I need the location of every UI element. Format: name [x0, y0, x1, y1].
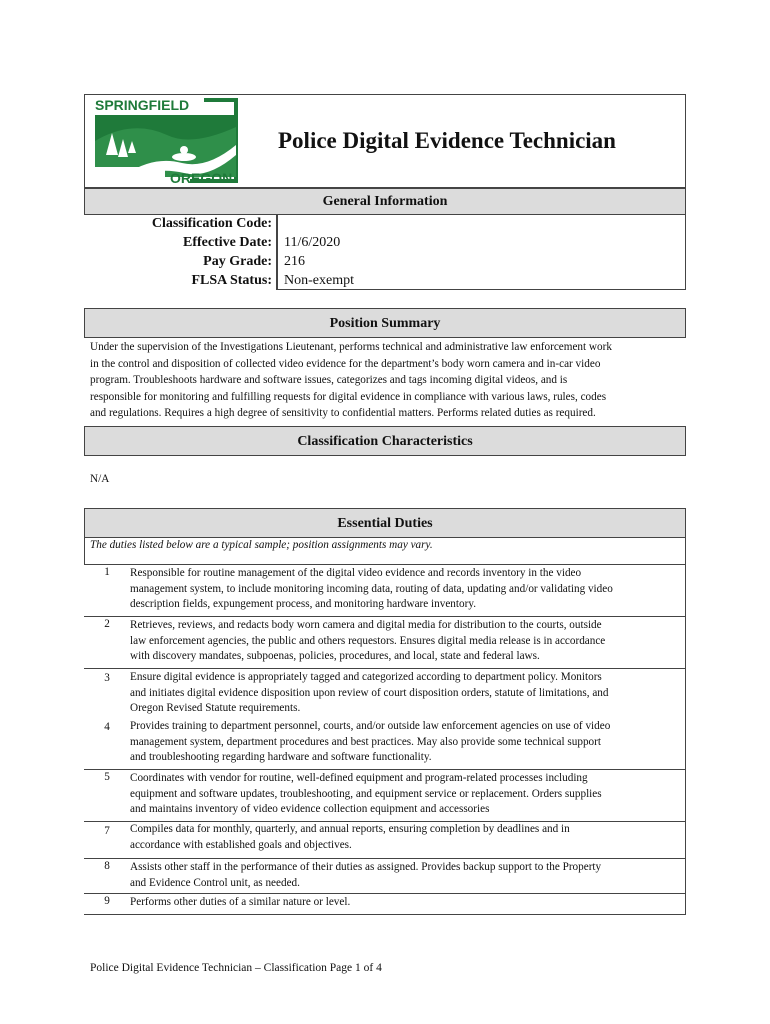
duty-line: law enforcement agencies, the public and others requestors. Ensures digital media release is in accordance [130, 634, 606, 647]
classification-characteristics-text: N/A [90, 473, 110, 485]
duty-row [84, 859, 686, 894]
duty-line: Compiles data for monthly, quarterly, and annual reports, ensuring completion by deadlines and in [130, 823, 570, 835]
duty-number: 7 [104, 825, 110, 837]
duty-line: Provides training to department personnel, courts, and/or outside law enforcement agencies on use of video [130, 720, 611, 732]
effective-date-label: Effective Date: [182, 235, 272, 250]
duty-line: and maintains inventory of video evidence collection equipment and accessories [130, 803, 490, 815]
pay-grade-label: Pay Grade: [203, 254, 272, 269]
duty-row [84, 669, 686, 719]
duty-line: and troubleshooting regarding hardware and software functionality. [130, 751, 432, 763]
duty-line: management system, department procedures and best practices. May also provide some technical support [130, 735, 601, 748]
duty-number: 5 [104, 771, 110, 783]
duty-text [130, 566, 678, 613]
duty-line: Performs other duties of a similar nature or level. [130, 896, 351, 908]
summary-line: Under the supervision of the Investigations Lieutenant, performs technical and administrative law enforcement work [90, 341, 612, 353]
duty-text [130, 860, 678, 891]
duty-text [130, 771, 678, 818]
duty-number: 3 [104, 672, 110, 684]
duty-text [130, 822, 678, 853]
svg-text:SPRINGFIELD: SPRINGFIELD [95, 97, 190, 113]
duty-line: with discovery mandates, subpoenas, policies, procedures, and local, state and federal laws. [130, 650, 540, 662]
duty-line: Coordinates with vendor for routine, well-defined equipment and program-related processes including [130, 772, 588, 784]
summary-line: in the control and disposition of collected video evidence for the department’s body worn camera and in-car video [90, 357, 601, 370]
flsa-status-label: FLSA Status: [191, 273, 272, 288]
general-information-divider [277, 215, 278, 289]
essential-duties-header [84, 508, 686, 538]
duty-line: and initiates digital evidence disposition upon review of court disposition orders, statute of limitations, and [130, 686, 609, 699]
general-information-header [84, 188, 686, 215]
position-summary-heading: Position Summary [329, 316, 441, 331]
duty-text [130, 670, 678, 717]
duty-number: 8 [104, 860, 110, 872]
page-footer: Police Digital Evidence Technician – Classification Page 1 of 4 [90, 962, 382, 974]
duty-line: Assists other staff in the performance of their duties as assigned. Provides backup support to the Property [130, 861, 602, 873]
classification-code-label: Classification Code: [151, 216, 272, 231]
duty-line: accordance with established goals and objectives. [130, 838, 352, 851]
springfield-oregon-logo [92, 97, 242, 185]
duty-line: Oregon Revised Statute requirements. [130, 702, 301, 714]
duty-number: 1 [104, 566, 110, 578]
pay-grade-value: 216 [284, 254, 305, 269]
duty-line: Ensure digital evidence is appropriately tagged and categorized according to department policy. Monitors [130, 671, 602, 683]
duties-note: The duties listed below are a typical sample; position assignments may vary. [90, 539, 433, 551]
duty-number: 4 [104, 721, 110, 733]
duty-line: description fields, expungement process, and monitoring hardware inventory. [130, 598, 476, 610]
classification-characteristics-header [84, 426, 686, 456]
duty-row [84, 565, 686, 617]
duty-row [84, 822, 686, 859]
document-title: Police Digital Evidence Technician [278, 128, 616, 153]
duty-line: Retrieves, reviews, and redacts body worn camera and digital media for distribution to the courts, outside [130, 619, 602, 631]
position-summary-text [90, 339, 680, 422]
duty-row [84, 894, 686, 915]
svg-text:OREGON: OREGON [170, 170, 233, 185]
duty-text [130, 618, 678, 665]
position-summary-header [84, 308, 686, 338]
summary-line: responsible for monitoring and fulfilling requests for digital evidence in compliance with various laws, rules, codes [90, 390, 607, 403]
duty-line: Responsible for routine management of the digital video evidence and records inventory in the video [130, 567, 582, 579]
effective-date-value: 11/6/2020 [284, 235, 341, 250]
duty-number: 2 [104, 618, 110, 630]
flsa-status-value: Non-exempt [284, 273, 354, 288]
duty-line: management system, to include monitoring incoming data, routing of data, updating and/or validating video [130, 582, 613, 595]
classification-characteristics-heading: Classification Characteristics [297, 434, 473, 449]
duty-line: and Evidence Control unit, as needed. [130, 876, 300, 889]
summary-line: program. Troubleshoots hardware and software issues, categorizes and tags incoming digital videos, and is [90, 374, 568, 386]
duty-number: 9 [104, 895, 110, 907]
essential-duties-heading: Essential Duties [337, 516, 433, 531]
summary-line: and regulations. Requires a high degree of sensitivity to confidential matters. Performs related duties as required. [90, 407, 596, 419]
duty-row [84, 718, 686, 770]
general-information-heading: General Information [322, 194, 448, 209]
duty-row [84, 617, 686, 669]
duty-row [84, 770, 686, 822]
duty-line: equipment and software updates, troubleshooting, and equipment service or replacement. Orders supplies [130, 787, 602, 800]
duty-text [130, 895, 678, 911]
duty-text [130, 719, 678, 766]
